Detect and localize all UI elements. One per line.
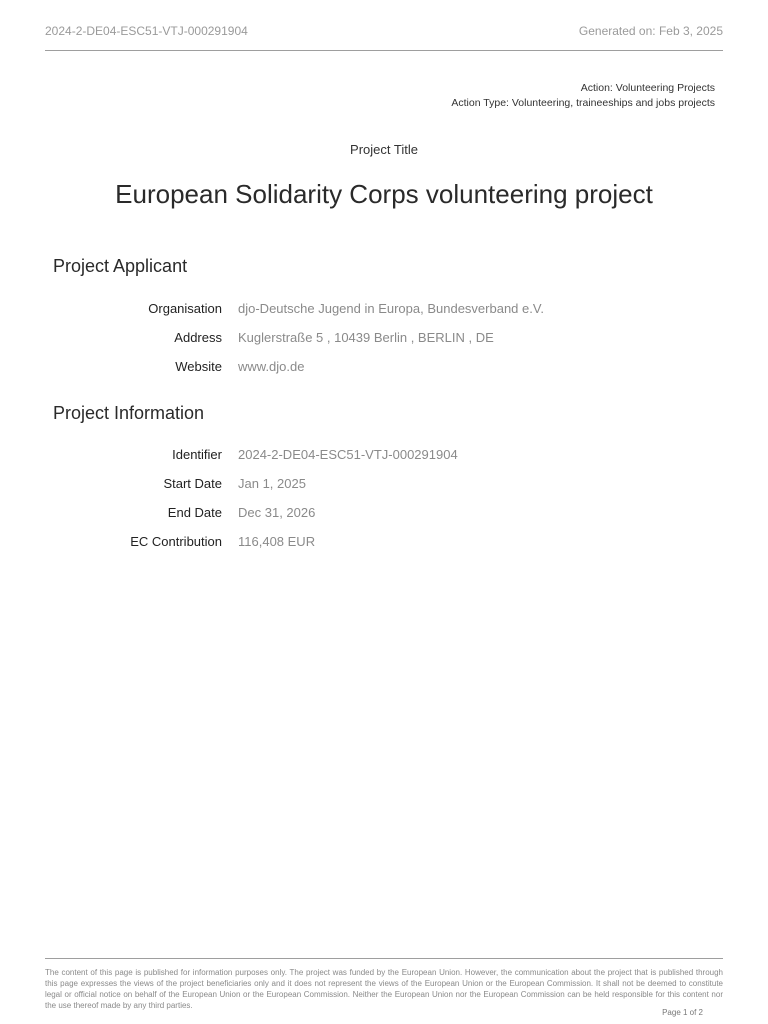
page-number: Page 1 of 2 — [662, 1008, 703, 1017]
field-value: Dec 31, 2026 — [238, 505, 316, 520]
field-label: Organisation — [148, 301, 222, 316]
document-id: 2024-2-DE04-ESC51-VTJ-000291904 — [45, 24, 248, 38]
field-value: 116,408 EUR — [238, 534, 316, 549]
action-line: Action: Volunteering Projects — [580, 82, 715, 94]
applicant-heading: Project Applicant — [53, 256, 188, 276]
field-label: End Date — [167, 505, 222, 520]
website-link[interactable]: www.djo.de — [238, 359, 305, 374]
field-label: Address — [174, 330, 222, 345]
field-label: Start Date — [163, 476, 222, 491]
field-value: 2024-2-DE04-ESC51-VTJ-000291904 — [238, 447, 458, 462]
project-title-label: Project Title — [350, 142, 418, 157]
field-ec-contribution — [0, 534, 768, 554]
generated-date: Generated on: Feb 3, 2025 — [578, 24, 723, 38]
field-value: djo-Deutsche Jugend in Europa, Bundesverband e.V. — [238, 301, 544, 316]
field-identifier — [0, 447, 768, 467]
field-organisation — [0, 301, 768, 321]
action-type-line: Action Type: Volunteering, traineeships and jobs projects — [451, 97, 715, 109]
field-label: Identifier — [172, 447, 222, 462]
field-value: Kuglerstraße 5 , 10439 Berlin , BERLIN , DE — [238, 330, 494, 345]
field-website — [0, 359, 768, 379]
field-start-date — [0, 476, 768, 496]
information-heading: Project Information — [53, 403, 205, 423]
project-title: European Solidarity Corps volunteering project — [115, 179, 653, 209]
field-label: Website — [175, 359, 222, 374]
action-info — [451, 81, 715, 111]
disclaimer-text: The content of this page is published for information purposes only. The project was funded by the European Union. However, the communication about the project that is published through this page expresses the views of the project beneficiaries only and it does not represent the views of the European Union or the European Commission. It shall not be deemed to constitute legal or official notice on behalf of the European Union or the European Commission. Neither the European Union nor the European Commission can be held responsible for this content nor the use thereof made by any third parties. — [45, 968, 723, 1010]
field-end-date — [0, 505, 768, 525]
field-value: Jan 1, 2025 — [238, 476, 306, 491]
field-label: EC Contribution — [130, 534, 222, 549]
field-address — [0, 330, 768, 350]
page-footer — [45, 958, 723, 1017]
page-header — [45, 0, 723, 51]
